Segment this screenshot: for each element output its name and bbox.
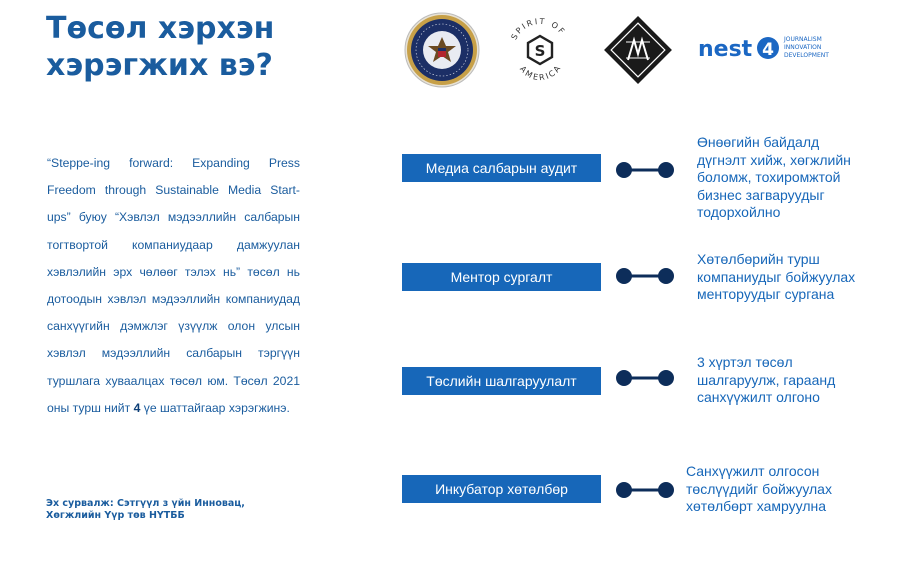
svg-text:AMERICA: AMERICA (518, 62, 564, 83)
partner-logos (400, 10, 880, 90)
people-in-need-logo-icon (598, 12, 678, 88)
nest-numeral: 4 (762, 40, 774, 60)
us-embassy-seal-icon (402, 12, 482, 88)
svg-text:SPIRIT OF: SPIRIT OF (509, 16, 568, 42)
step-4-description (686, 463, 832, 516)
step-4-desc-line: Санхүүжилт олгосон (686, 463, 820, 479)
step-1-connector (615, 161, 675, 179)
step-2-description (697, 251, 855, 304)
step-3-connector (615, 369, 675, 387)
step-2-desc-line: компаниудыг бойжуулах (697, 268, 856, 285)
step-3-description (697, 354, 835, 407)
step-1-desc-line: дүгнэлт хийж, хөгжлийн (697, 151, 851, 168)
spirit-of-america-logo-icon (500, 12, 580, 88)
step-4-desc-line: хөтөлбөрт хамруулна (686, 498, 826, 514)
step-2-desc-line: менторуудыг сургана (697, 286, 835, 302)
svg-text:S: S (534, 42, 546, 60)
page-title-line-2: хэрэгжих вэ? (46, 48, 273, 83)
step-1-description (697, 134, 851, 222)
nest-tagline-2: INNOVATION (784, 44, 822, 51)
step-4-label: Инкубатор хөтөлбөр (402, 475, 601, 503)
source-note (46, 498, 306, 522)
step-2-label: Ментор сургалт (402, 263, 601, 291)
step-1-desc-line: бизнес загваруудыг (697, 186, 825, 203)
step-3-desc-line: 3 хүртэл төсөл (697, 354, 793, 370)
nest-tagline-3: DEVELOPMENT (784, 52, 829, 59)
step-4-connector (615, 481, 675, 499)
step-3-desc-line: санхүүжилт олгоно (697, 389, 820, 405)
project-description (47, 150, 300, 422)
nest-wordmark: nest (698, 37, 753, 62)
source-line-2: Хөгжлийн Үүр төв НҮТББ (46, 510, 185, 521)
step-3-desc-line: шалгаруулж, гараанд (697, 371, 836, 388)
step-1-label: Медиа салбарын аудит (402, 154, 601, 182)
step-1-desc-line: тодорхойлно (697, 204, 781, 220)
step-3-label: Төслийн шалгаруулалт (402, 367, 601, 395)
page-title-line-1: Төсөл хэрхэн (46, 11, 275, 46)
description-text-end: үе шаттайгаар хэрэгжинэ. (140, 400, 290, 415)
step-4-desc-line: төслүүдийг бойжуулах (686, 480, 832, 497)
step-1-desc-line: Өнөөгийн байдалд (697, 134, 820, 150)
step-2-desc-line: Хөтөлбөрийн турш (697, 251, 820, 267)
page-title (46, 10, 376, 84)
nest-tagline-1: JOURNALISM (784, 36, 822, 43)
source-line-1: Эх сурвалж: Сэтгүүл з үйн Инновац, (46, 498, 245, 509)
step-1-desc-line: боломж, тохиромжтой (697, 169, 841, 185)
description-stage-count: 4 (133, 400, 141, 415)
step-2-connector (615, 267, 675, 285)
description-text: “Steppe-ing forward: Expanding Press Freedom through Sustainable Media Start-ups” буюу “Хэвлэл мэдээллийн салбарын тогтвортой компаниудаар дамжуулан хэвлэлийн эрх чөлөөг тэлэх нь” төсөл нь дотоодын хэвлэл мэдээллийн компаниудад санхүүгийн дэмжлэг үзүүлж олон улсын хэвлэл мэдээллийн салбарын тэргүүн туршлага хуваалцах төсөл юм. Төсөл 2021 оны турш нийт (47, 156, 300, 415)
nest-logo-icon (696, 28, 880, 72)
